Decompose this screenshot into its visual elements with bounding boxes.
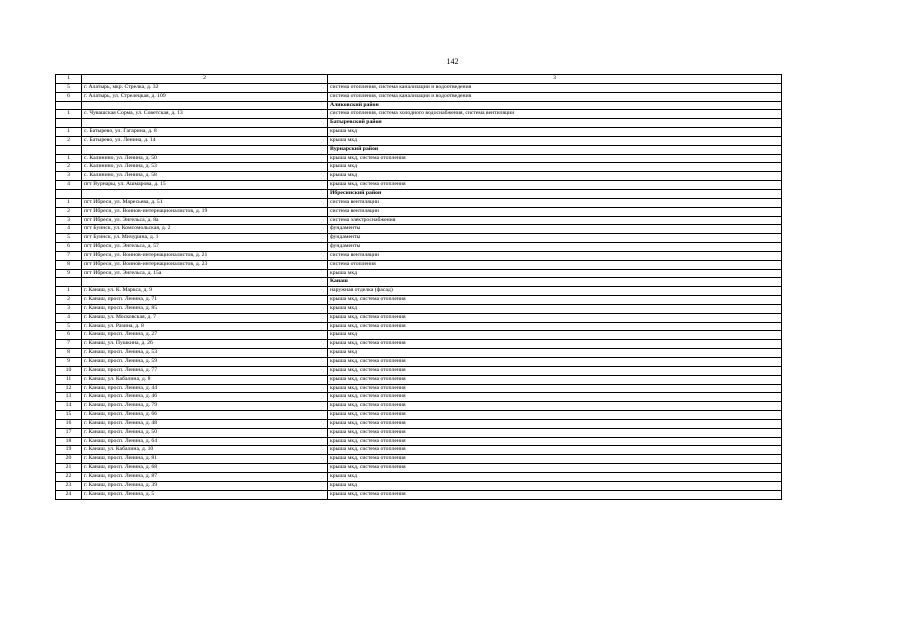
table-row — [56, 340, 782, 349]
page-number: 142 — [446, 57, 459, 66]
address-cell: г. Канаш, просп. Ленина, д. 50 — [82, 428, 328, 437]
table-row — [56, 358, 782, 367]
works-cell: крыша мкд, система отопления — [328, 313, 782, 322]
row-number: 7 — [56, 340, 82, 349]
address-cell: с. Батырево, ул. Ленина, д. 14 — [82, 136, 328, 145]
table-row — [56, 296, 782, 305]
address-cell: г. Канаш, просп. Ленина, д. 68 — [82, 464, 328, 473]
address-cell: с. Калинино, ул. Ленина, д. 50 — [82, 154, 328, 163]
section-empty-cell — [82, 101, 328, 110]
table-row — [56, 446, 782, 455]
address-cell: пгт Вурнары, ул. Ашмарова, д. 15 — [82, 181, 328, 190]
column-header-address: 2 — [82, 75, 328, 84]
row-number: 1 — [56, 198, 82, 207]
address-cell: г. Канаш, просп. Ленина, д. 66 — [82, 411, 328, 420]
table-row — [56, 287, 782, 296]
address-cell: с. Калинино, ул. Ленина, д. 58 — [82, 172, 328, 181]
section-empty-cell — [82, 189, 328, 198]
table-row — [56, 83, 782, 92]
works-cell: система вентиляции — [328, 198, 782, 207]
section-heading-row — [56, 278, 782, 287]
works-cell: система отопления, система канализации и водоотведения — [328, 83, 782, 92]
address-cell: г. Канаш, просп. Ленина, д. 53 — [82, 349, 328, 358]
section-empty-cell — [82, 278, 328, 287]
works-cell: система вентиляции — [328, 251, 782, 260]
address-cell: г. Канаш, просп. Ленина, д. 87 — [82, 472, 328, 481]
row-number: 7 — [56, 251, 82, 260]
row-number: 11 — [56, 375, 82, 384]
works-cell: система отопления — [328, 260, 782, 269]
address-cell: г. Канаш, просп. Ленина, д. 5 — [82, 490, 328, 499]
works-cell: крыша мкд, система отопления — [328, 154, 782, 163]
table-row — [56, 349, 782, 358]
row-number: 18 — [56, 437, 82, 446]
table-row — [56, 154, 782, 163]
row-number: 1 — [56, 128, 82, 137]
address-cell: пгт Ибреси, ул. Воинов-интернационалистов, д. 19 — [82, 207, 328, 216]
address-cell: г. Канаш, просп. Ленина, д. 64 — [82, 437, 328, 446]
row-number: 22 — [56, 472, 82, 481]
works-cell: крыша мкд — [328, 136, 782, 145]
section-empty-cell — [56, 145, 82, 154]
table-row — [56, 260, 782, 269]
row-number: 3 — [56, 172, 82, 181]
works-cell: крыша мкд — [328, 349, 782, 358]
table-row — [56, 216, 782, 225]
address-cell: пгт Ибреси, ул. Воинов-интернационалистов, д. 21 — [82, 251, 328, 260]
works-cell: крыша мкд, система отопления — [328, 411, 782, 420]
row-number: 5 — [56, 83, 82, 92]
address-cell: г. Канаш, ул. Кабалина, д. 10 — [82, 446, 328, 455]
works-cell: крыша мкд — [328, 163, 782, 172]
row-number: 10 — [56, 366, 82, 375]
works-cell: система электроснабжения — [328, 216, 782, 225]
works-cell: крыша мкд, система отопления — [328, 366, 782, 375]
section-heading-row — [56, 101, 782, 110]
table-row — [56, 163, 782, 172]
table-row — [56, 375, 782, 384]
table-row — [56, 411, 782, 420]
table-row — [56, 110, 782, 119]
works-cell: фундаменты — [328, 234, 782, 243]
works-cell: крыша мкд, система отопления — [328, 437, 782, 446]
works-cell: система отопления, система холодного водоснабжения, система вентиляции — [328, 110, 782, 119]
section-heading-row — [56, 145, 782, 154]
works-cell: фундаменты — [328, 225, 782, 234]
works-cell: крыша мкд — [328, 472, 782, 481]
works-cell: крыша мкд, система отопления — [328, 181, 782, 190]
row-number: 5 — [56, 234, 82, 243]
table-row — [56, 92, 782, 101]
address-cell: пгт Ибреси, ул. Энгельса, д. 8а — [82, 216, 328, 225]
table-row — [56, 455, 782, 464]
table-row — [56, 481, 782, 490]
table-row — [56, 322, 782, 331]
row-number: 2 — [56, 296, 82, 305]
section-title: Канаш — [328, 278, 782, 287]
row-number: 6 — [56, 331, 82, 340]
table-row — [56, 331, 782, 340]
address-cell: г. Канаш, ул. Разина, д. 8 — [82, 322, 328, 331]
address-cell: г. Канаш, просп. Ленина, д. 59 — [82, 358, 328, 367]
address-cell: г. Алатырь, мкр. Стрелка, д. 32 — [82, 83, 328, 92]
works-cell: крыша мкд, система отопления — [328, 358, 782, 367]
table-row — [56, 384, 782, 393]
row-number: 15 — [56, 411, 82, 420]
address-cell: г. Канаш, просп. Ленина, д. 77 — [82, 366, 328, 375]
address-cell: пгт Ибреси, ул. Воинов-интернационалистов, д. 23 — [82, 260, 328, 269]
table-row — [56, 269, 782, 278]
table-row — [56, 181, 782, 190]
table-row — [56, 402, 782, 411]
row-number: 1 — [56, 154, 82, 163]
table-row — [56, 393, 782, 402]
table-row — [56, 207, 782, 216]
address-cell: г. Алатырь, ул. Стрелецкая, д. 109 — [82, 92, 328, 101]
works-cell: крыша мкд, система отопления — [328, 340, 782, 349]
works-cell: система отопления, система канализации и водоотведения — [328, 92, 782, 101]
works-cell: крыша мкд, система отопления — [328, 455, 782, 464]
works-cell: крыша мкд, система отопления — [328, 446, 782, 455]
row-number: 6 — [56, 243, 82, 252]
table-row — [56, 128, 782, 137]
section-title: Вурнарский район — [328, 145, 782, 154]
works-cell: крыша мкд, система отопления — [328, 402, 782, 411]
table-row — [56, 472, 782, 481]
works-cell: крыша мкд, система отопления — [328, 322, 782, 331]
works-cell: крыша мкд, система отопления — [328, 490, 782, 499]
works-cell: крыша мкд, система отопления — [328, 393, 782, 402]
section-title: Батыревский район — [328, 119, 782, 128]
address-cell: г. Канаш, просп. Ленина, д. 85 — [82, 304, 328, 313]
row-number: 2 — [56, 163, 82, 172]
row-number: 17 — [56, 428, 82, 437]
works-table — [55, 74, 782, 500]
column-header-works: 3 — [328, 75, 782, 84]
works-cell: наружная отделка (фасад) — [328, 287, 782, 296]
works-cell: крыша мкд — [328, 269, 782, 278]
row-number: 20 — [56, 455, 82, 464]
table-row — [56, 464, 782, 473]
table-row — [56, 419, 782, 428]
table-row — [56, 234, 782, 243]
row-number: 9 — [56, 358, 82, 367]
address-cell: г. Канаш, просп. Ленина, д. 81 — [82, 455, 328, 464]
works-cell: фундаменты — [328, 243, 782, 252]
works-cell: крыша мкд, система отопления — [328, 375, 782, 384]
section-empty-cell — [56, 278, 82, 287]
works-table-body — [56, 75, 782, 500]
row-number: 24 — [56, 490, 82, 499]
table-row — [56, 198, 782, 207]
row-number: 8 — [56, 260, 82, 269]
section-heading-row — [56, 189, 782, 198]
row-number: 21 — [56, 464, 82, 473]
section-title: Аликовский район — [328, 101, 782, 110]
section-empty-cell — [56, 189, 82, 198]
column-header-number: 1 — [56, 75, 82, 84]
table-row — [56, 428, 782, 437]
address-cell: с. Чувашская Сорма, ул. Советская, д. 13 — [82, 110, 328, 119]
section-heading-row — [56, 119, 782, 128]
address-cell: пгт Буинск, ул. Комсомольская, д. 2 — [82, 225, 328, 234]
table-row — [56, 225, 782, 234]
row-number: 4 — [56, 313, 82, 322]
works-cell: крыша мкд, система отопления — [328, 419, 782, 428]
works-cell: крыша мкд, система отопления — [328, 428, 782, 437]
row-number: 3 — [56, 304, 82, 313]
address-cell: пгт Буинск, ул. Мичурина, д. 1 — [82, 234, 328, 243]
table-row — [56, 251, 782, 260]
section-empty-cell — [56, 119, 82, 128]
table-row — [56, 366, 782, 375]
row-number: 3 — [56, 216, 82, 225]
section-empty-cell — [82, 145, 328, 154]
works-cell: крыша мкд, система отопления — [328, 384, 782, 393]
row-number: 14 — [56, 402, 82, 411]
row-number: 23 — [56, 481, 82, 490]
table-row — [56, 437, 782, 446]
works-cell: крыша мкд, система отопления — [328, 464, 782, 473]
row-number: 16 — [56, 419, 82, 428]
row-number: 13 — [56, 393, 82, 402]
works-cell: крыша мкд — [328, 172, 782, 181]
address-cell: г. Канаш, просп. Ленина, д. 39 — [82, 481, 328, 490]
address-cell: с. Батырево, ул. Гагарина, д. 8 — [82, 128, 328, 137]
address-cell: г. Канаш, просп. Ленина, д. 46 — [82, 393, 328, 402]
table-row — [56, 172, 782, 181]
row-number: 4 — [56, 181, 82, 190]
table-row — [56, 304, 782, 313]
works-cell: крыша мкд — [328, 331, 782, 340]
row-number: 1 — [56, 287, 82, 296]
address-cell: пгт Ибреси, ул. Маресьева, д. 51 — [82, 198, 328, 207]
row-number: 6 — [56, 92, 82, 101]
address-cell: с. Калинино, ул. Ленина, д. 53 — [82, 163, 328, 172]
address-cell: пгт Ибреси, ул. Энгельса, д. 57 — [82, 243, 328, 252]
row-number: 4 — [56, 225, 82, 234]
row-number: 9 — [56, 269, 82, 278]
address-cell: г. Канаш, ул. К. Маркса, д. 9 — [82, 287, 328, 296]
table-row — [56, 243, 782, 252]
row-number: 19 — [56, 446, 82, 455]
address-cell: г. Канаш, ул. Московская, д. 7 — [82, 313, 328, 322]
address-cell: г. Канаш, просп. Ленина, д. 27 — [82, 331, 328, 340]
table-header-row — [56, 75, 782, 84]
works-cell: крыша мкд — [328, 128, 782, 137]
row-number: 5 — [56, 322, 82, 331]
works-cell: система вентиляции — [328, 207, 782, 216]
row-number: 12 — [56, 384, 82, 393]
row-number: 1 — [56, 110, 82, 119]
address-cell: г. Канаш, просп. Ленина, д. 44 — [82, 384, 328, 393]
section-title: Ибресинский район — [328, 189, 782, 198]
row-number: 2 — [56, 207, 82, 216]
works-cell: крыша мкд — [328, 481, 782, 490]
address-cell: г. Канаш, просп. Ленина, д. 48 — [82, 419, 328, 428]
table-row — [56, 136, 782, 145]
address-cell: г. Канаш, ул. Кабалина, д. 8 — [82, 375, 328, 384]
row-number: 8 — [56, 349, 82, 358]
section-empty-cell — [56, 101, 82, 110]
address-cell: пгт Ибреси, ул. Энгельса, д. 15а — [82, 269, 328, 278]
address-cell: г. Канаш, просп. Ленина, д. 79 — [82, 402, 328, 411]
works-cell: крыша мкд, система отопления — [328, 296, 782, 305]
address-cell: г. Канаш, ул. Пушкина, д. 26 — [82, 340, 328, 349]
row-number: 2 — [56, 136, 82, 145]
works-cell: крыша мкд — [328, 304, 782, 313]
table-row — [56, 490, 782, 499]
address-cell: г. Канаш, просп. Ленина, д. 71 — [82, 296, 328, 305]
section-empty-cell — [82, 119, 328, 128]
table-row — [56, 313, 782, 322]
